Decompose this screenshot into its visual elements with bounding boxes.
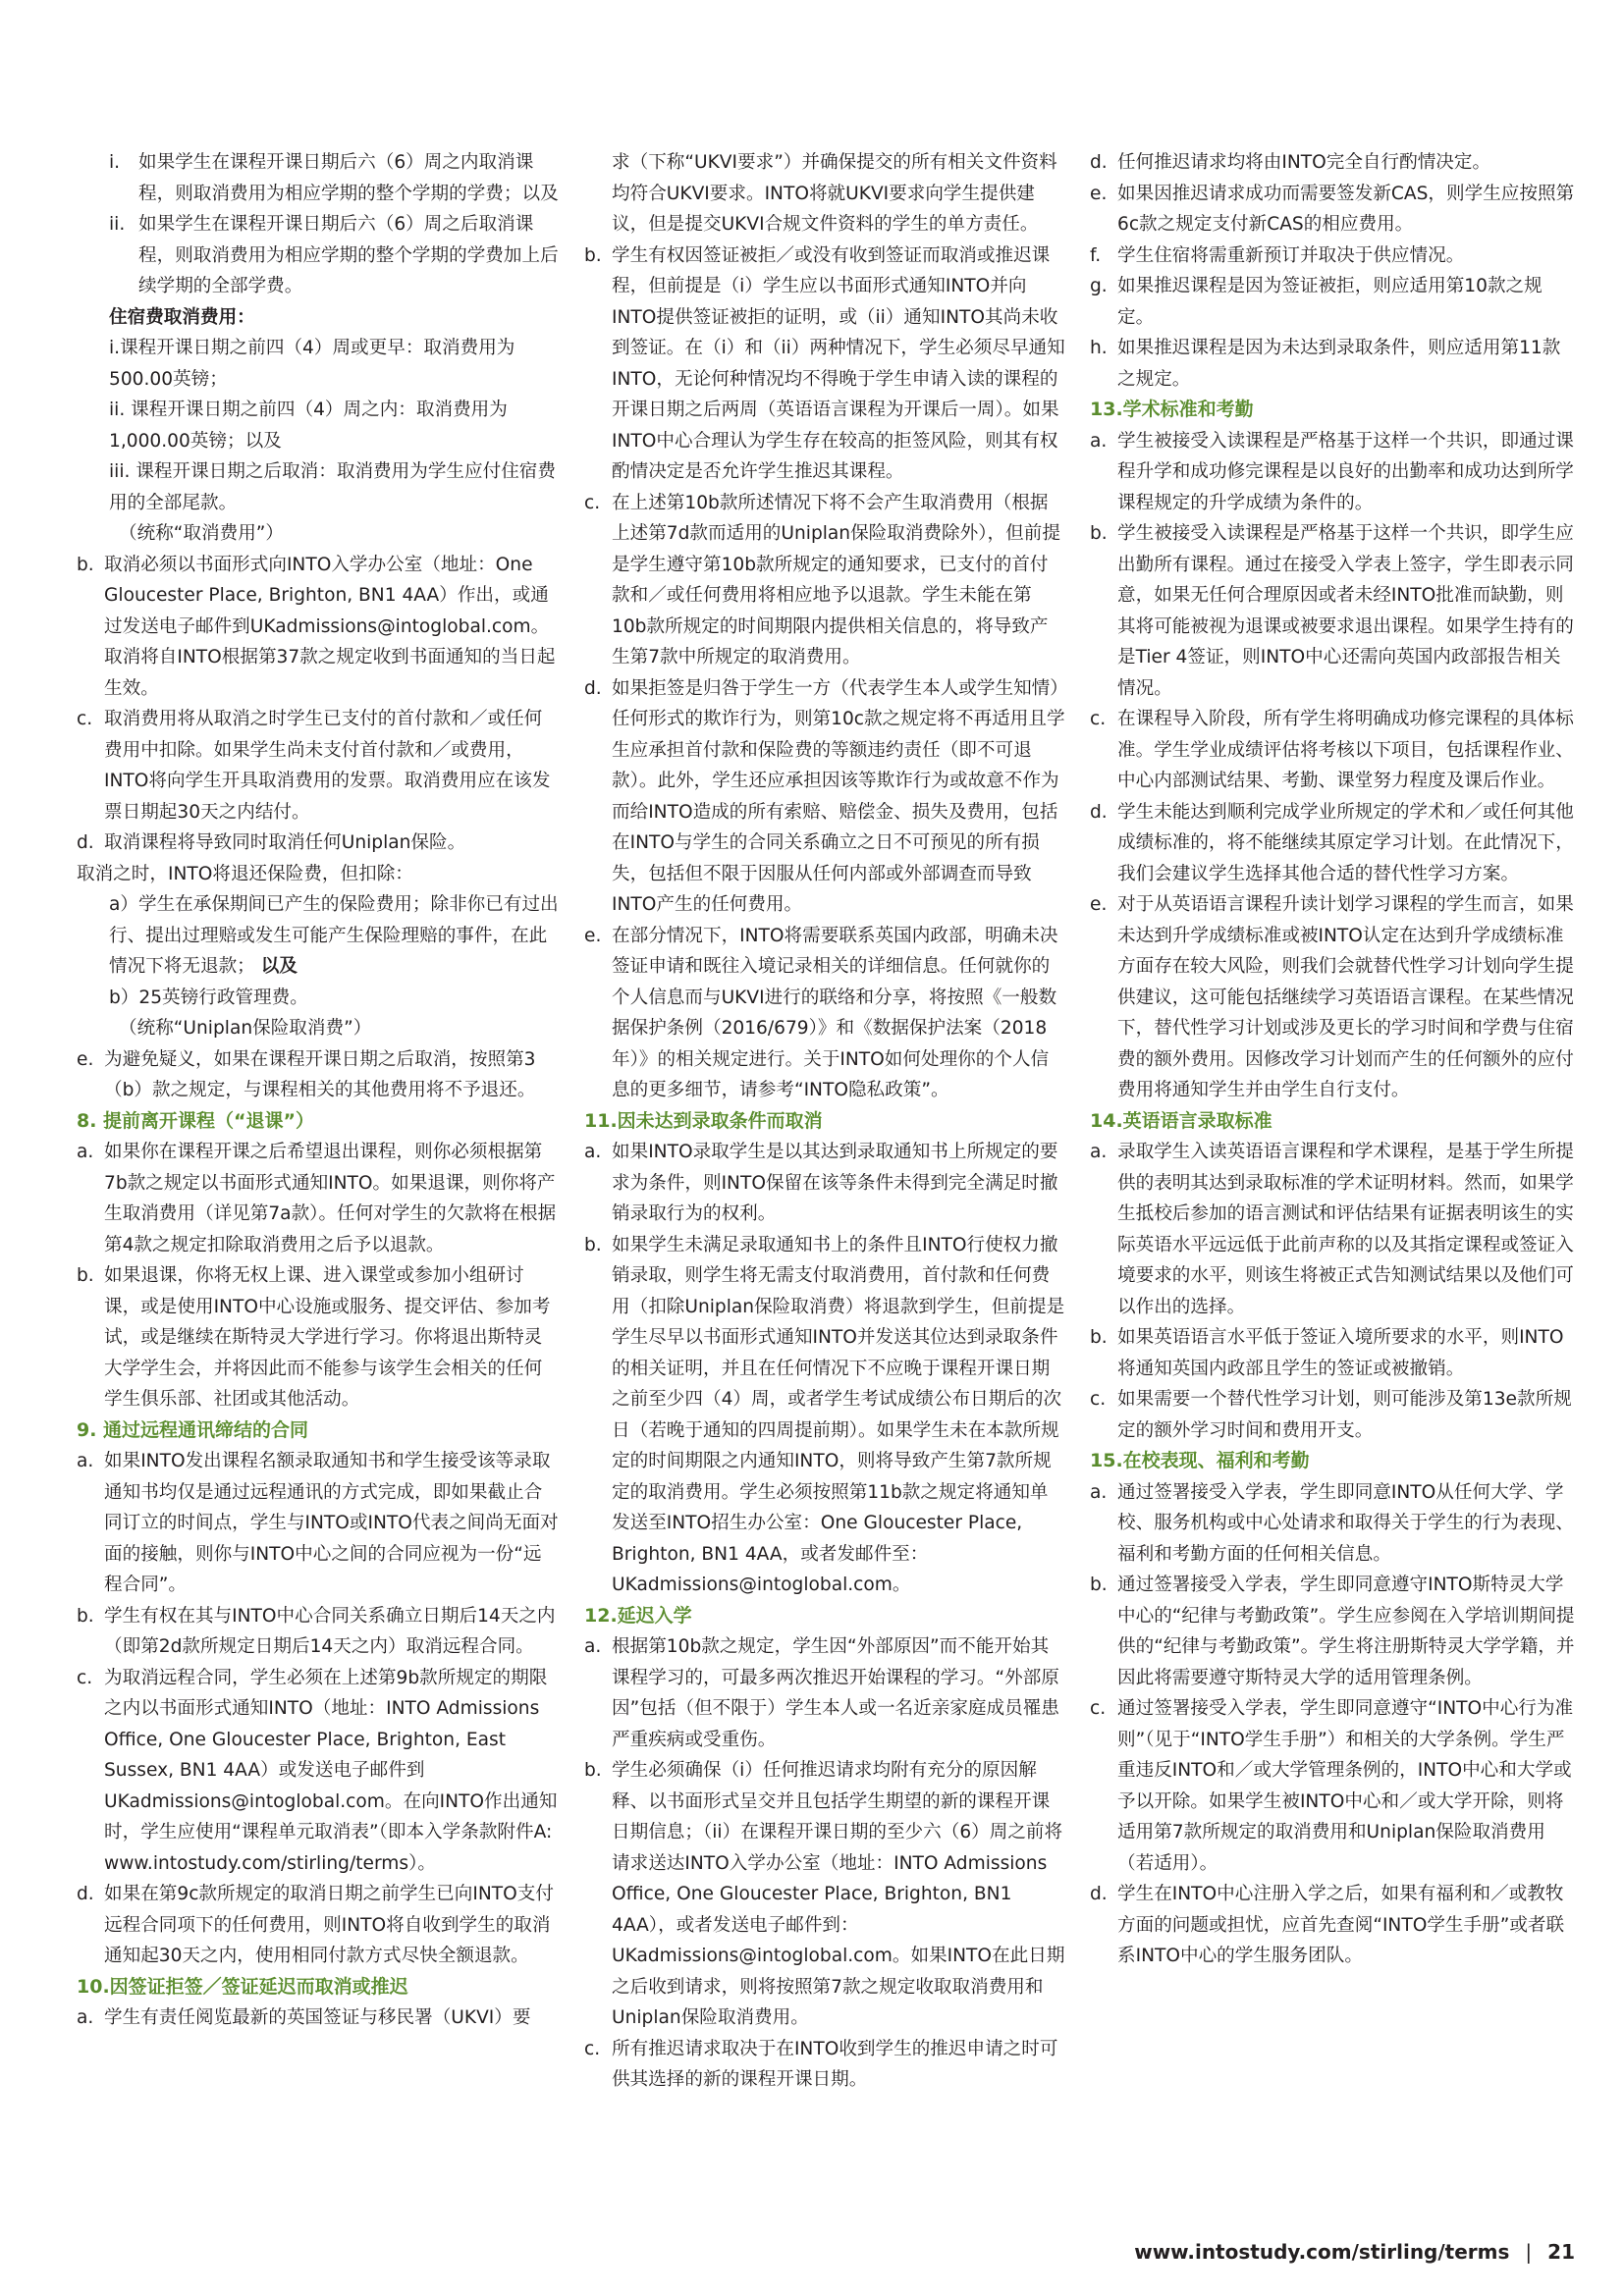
section-heading-8: 8. 提前离开课程（“退课”） xyxy=(77,1109,315,1132)
column-left xyxy=(77,147,560,2034)
section-heading-11: 11.因未达到录取条件而取消 xyxy=(584,1109,823,1132)
list-item: b. 如果学生未满足录取通知书上的条件且INTO行使权力撤销录取，则学生将无需支付取消费用，首付款和任何费用（扣除Uniplan保险取消费）将退款到学生，但前提是学生尽早以书面形式通知INTO并发送其位达到录取条件的相关证明，并且在任何情况下不应晚于课程开课日期之前至少四（4）周，或者学生考试成绩公布日期后的次日（若晚于通知的四周提前期）。如果学生未在本款所规定的时间期限之内通知INTO，则将导致产生第7款所规定的取消费用。学生必须按照第11b款之规定将通知单发送至INTO招生办公室：One Gloucester Place, Brighton, BN1 4AA，或者发邮件至：UKadmissions@intoglobal.com。 xyxy=(584,1234,1065,1595)
section-heading-15: 15.在校表现、福利和考勤 xyxy=(1090,1450,1310,1471)
list-item: b. 取消必须以书面形式向INTO入学办公室（地址：One Gloucester Place, Brighton, BN1 4AA）作出，或通过发送电子邮件到UKadmissions@intoglobal.com。取消将自INTO根据第37款之规定收到书面通知的当日起生效。 xyxy=(77,554,556,699)
accommodation-fee-heading: 住宿费取消费用： xyxy=(109,306,255,328)
list-item: e. 对于从英语语言课程升读计划学习课程的学生而言，如果未达到升学成绩标准或被INTO认定在达到升学成绩标准方面存在较大风险，则我们会就替代性学习计划向学生提供建议，这可能包括继续学习英语语言课程。在某些情况下，替代性学习计划或涉及更长的学习时间和学费与住宿费的额外费用。因修改学习计划而产生的任何额外的应付费用将通知学生并由学生自行支付。 xyxy=(1090,894,1574,1100)
list-item: e. 如果因推迟请求成功而需要签发新CAS，则学生应按照第6c款之规定支付新CAS的相应费用。 xyxy=(1090,183,1575,235)
list-item: c. 通过签署接受入学表，学生即同意遵守“INTO中心行为准则”（见于“INTO学生手册”）和相关的大学条例。学生严重违反INTO和／或大学管理条例的，INTO中心和大学或予以开除。如果学生被INTO中心和／或大学开除，则将适用第7款所规定的取消费用和Uniplan保险取消费用（若适用）。 xyxy=(1090,1698,1574,1874)
footer-separator: | xyxy=(1525,2240,1533,2264)
list-item: iii. 课程开课日期之后取消：取消费用为学生应付住宿费用的全部尾款。 xyxy=(109,461,556,513)
list-item: d. 学生在INTO中心注册入学之后，如果有福利和／或教牧方面的问题或担忧，应首先查阅“INTO学生手册”或者联系INTO中心的学生服务团队。 xyxy=(1090,1884,1565,1966)
list-item: d. 任何推迟请求均将由INTO完全自行酌情决定。 xyxy=(1090,152,1491,173)
section-heading-9: 9. 通过远程通讯缔结的合同 xyxy=(77,1418,309,1441)
list-item: c. 取消费用将从取消之时学生已支付的首付款和／或任何费用中扣除。如果学生尚未支付首付款和／或费用，INTO将向学生开具取消费用的发票。取消费用应在该发票日期起30天之内结付。 xyxy=(77,709,551,823)
list-item: a）学生在承保期间已产生的保险费用；除非你已有过出行、提出过理赔或发生可能产生保险理赔的事件，在此情况下将无退款； 以及 xyxy=(109,894,559,977)
list-item: a. 如果INTO发出课程名额录取通知书和学生接受该等录取通知书均仅是通过远程通讯的方式完成，即如果截止合同订立的时间点，学生与INTO或INTO代表之间尚无面对面的接触，则你与INTO中心之间的合同应视为一份“远程合同”。 xyxy=(77,1451,559,1595)
list-item: c. 在课程导入阶段，所有学生将明确成功修完课程的具体标准。学生学业成绩评估将考核以下项目，包括课程作业、中心内部测试结果、考勤、课堂努力程度及课后作业。 xyxy=(1090,709,1574,791)
list-item: a. 学生有责任阅览最新的英国签证与移民署（UKVI）要 xyxy=(77,2007,531,2028)
list-item: e. 在部分情况下，INTO将需要联系英国内政部，明确未决签证申请和既往入境记录相关的详细信息。任何就你的个人信息而与UKVI进行的联络和分享，将按照《一般数据保护条例（2016/679）》和《数据保护法案（2018年）》的相关规定进行。关于INTO如何处理你的个人信息的更多细节，请参考“INTO隐私政策”。 xyxy=(584,925,1058,1100)
section-heading-13: 13.学术标准和考勤 xyxy=(1090,399,1254,420)
paragraph: 求（下称“UKVI要求”）并确保提交的所有相关文件资料均符合UKVI要求。INTO将就UKVI要求向学生提供建议，但是提交UKVI合规文件资料的学生的单方责任。 xyxy=(612,152,1057,235)
list-item: c. 如果需要一个替代性学习计划，则可能涉及第13e款所规定的额外学习时间和费用开支。 xyxy=(1090,1389,1572,1441)
list-item: d. 如果拒签是归咎于学生一方（代表学生本人或学生知情）任何形式的欺诈行为，则第10c款之规定将不再适用且学生应承担首付款和保险费的等额违约责任（即不可退款）。此外，学生还应承担因该等欺诈行为或故意不作为而给INTO造成的所有索赔、赔偿金、损失及费用，包括在INTO与学生的合同关系确立之日不可预见的所有损失，包括但不限于因服从任何内部或外部调查而导致INTO产生的任何费用。 xyxy=(584,677,1065,915)
list-item: b. 如果英语语言水平低于签证入境所要求的水平，则INTO将通知英国内政部且学生的签证或被撤销。 xyxy=(1090,1327,1564,1379)
list-item: i.课程开课日期之前四（4）周或更早：取消费用为500.00英镑； xyxy=(109,338,515,390)
list-item: c. 所有推迟请求取决于在INTO收到学生的推迟申请之时可供其选择的新的课程开课日期。 xyxy=(584,2038,1058,2090)
column-middle xyxy=(584,147,1065,2096)
list-item: a. 根据第10b款之规定，学生因“外部原因”而不能开始其课程学习的，可最多两次推迟开始课程的学习。“外部原因”包括（但不限于）学生本人或一名近亲家庭成员罹患严重疾病或受重伤。 xyxy=(584,1636,1059,1750)
footer-url[interactable]: www.intostudy.com/stirling/terms xyxy=(1134,2240,1510,2264)
note: （统称“Uniplan保险取消费”） xyxy=(119,1018,372,1039)
list-item: b. 通过签署接受入学表，学生即同意遵守INTO斯特灵大学中心的“纪律与考勤政策”。学生应参阅在入学培训期间提供的“纪律与考勤政策”。学生将注册斯特灵大学学籍，并因此将需要遵守斯特灵大学的适用管理条例。 xyxy=(1090,1575,1575,1688)
list-item: a. 如果INTO录取学生是以其达到录取通知书上所规定的要求为条件，则INTO保留在该等条件未得到完全满足时撤销录取行为的权利。 xyxy=(584,1142,1058,1224)
page-footer xyxy=(1134,2240,1575,2264)
list-item: a. 如果你在课程开课之后希望退出课程，则你必须根据第7b款之规定以书面形式通知INTO。如果退课，则你将产生取消费用（详见第7a款）。任何对学生的欠款将在根据第4款之规定扣除取消费用之后予以退款。 xyxy=(77,1142,557,1255)
list-item: c. 在上述第10b款所述情况下将不会产生取消费用（根据上述第7d款而适用的Uniplan保险取消费除外），但前提是学生遵守第10b款所规定的通知要求，已支付的首付款和／或任何费用将相应地予以退款。学生未能在第10b款所规定的时间期限内提供相关信息的，将导致产生第7款中所规定的取消费用。 xyxy=(584,492,1060,667)
list-item: d. 取消课程将导致同时取消任何Uniplan保险。 xyxy=(77,832,466,853)
note: （统称“取消费用”） xyxy=(119,523,285,544)
page-number: 21 xyxy=(1547,2240,1575,2264)
paragraph: 取消之时，INTO将退还保险费，但扣除： xyxy=(77,863,413,884)
list-item: b）25英镑行政管理费。 xyxy=(109,987,308,1008)
section-heading-10: 10.因签证拒签／签证延迟而取消或推迟 xyxy=(77,1975,408,1998)
list-item: c. 为取消远程合同，学生必须在上述第9b款所规定的期限之内以书面形式通知INTO（地址：INTO Admissions Office, One Gloucester Place, Brighton, East Sussex, BN1 4AA）或发送电子邮件到UKadmissions@intoglobal.com。在向INTO作出通知时，学生应使用“课程单元取消表”（即本入学条款附件A: www.intostudy.com/stirling/terms）。 xyxy=(77,1667,558,1874)
list-item: b. 如果退课，你将无权上课、进入课堂或参加小组研讨课，或是使用INTO中心设施或服务、提交评估、参加考试，或是继续在斯特灵大学进行学习。你将退出斯特灵大学学生会，并将因此而不能参与该学生会相关的任何学生俱乐部、社团或其他活动。 xyxy=(77,1265,551,1410)
list-item: i. 如果学生在课程开课日期后六（6）周之内取消课程，则取消费用为相应学期的整个学期的学费；以及 xyxy=(109,152,559,204)
list-item: b. 学生有权在其与INTO中心合同关系确立日期后14天之内（即第2d款所规定日期后14天之内）取消远程合同。 xyxy=(77,1605,556,1657)
list-item: e. 为避免疑义，如果在课程开课日期之后取消，按照第3（b）款之规定，与课程相关的其他费用将不予退还。 xyxy=(77,1048,536,1100)
list-item: ii. 如果学生在课程开课日期后六（6）周之后取消课程，则取消费用为相应学期的整个学期的学费加上后续学期的全部学费。 xyxy=(109,214,559,296)
section-heading-14: 14.英语语言录取标准 xyxy=(1090,1109,1272,1132)
list-item: a. 通过签署接受入学表，学生即同意INTO从任何大学、学校、服务机构或中心处请求和取得关于学生的行为表现、福利和考勤方面的任何相关信息。 xyxy=(1090,1481,1574,1565)
list-item: d. 如果在第9c款所规定的取消日期之前学生已向INTO支付远程合同项下的任何费用，则INTO将自收到学生的取消通知起30天之内，使用相同付款方式尽快全额退款。 xyxy=(77,1884,554,1966)
list-item: b. 学生被接受入读课程是严格基于这样一个共识，即学生应出勤所有课程。通过在接受入学表上签字，学生即表示同意，如果无任何合理原因或者未经INTO批准而缺勤，则其将可能被视为退课或被要求退出课程。如果学生持有的是Tier 4签证，则INTO中心还需向英国内政部报告相关情况。 xyxy=(1090,523,1574,699)
column-right xyxy=(1090,147,1575,1972)
section-heading-12: 12.延迟入学 xyxy=(584,1604,692,1627)
list-item: b. 学生有权因签证被拒／或没有收到签证而取消或推迟课程，但前提是（i）学生应以书面形式通知INTO并向INTO提供签证被拒的证明，或（ii）通知INTO其尚未收到签证。在（i）和（ii）两种情况下，学生必须尽早通知INTO，无论何种情况均不得晚于学生申请入读的课程的开课日期之后两周（英语语言课程为开课后一周）。如果INTO中心合理认为学生存在较高的拒签风险，则其有权酌情决定是否允许学生推迟其课程。 xyxy=(584,244,1065,482)
list-item: ii. 课程开课日期之前四（4）周之内：取消费用为1,000.00英镑；以及 xyxy=(109,400,508,452)
list-item: g. 如果推迟课程是因为签证被拒，则应适用第10款之规定。 xyxy=(1090,276,1543,328)
list-item: a. 学生被接受入读课程是严格基于这样一个共识，即通过课程升学和成功修完课程是以良好的出勤率和成功达到所学课程规定的升学成绩为条件的。 xyxy=(1090,430,1574,513)
list-item: b. 学生必须确保（i）任何推迟请求均附有充分的原因解释、以书面形式呈交并且包括学生期望的新的课程开课日期信息；（ii）在课程开课日期的至少六（6）周之前将请求送达INTO入学办公室（地址：INTO Admissions Office, One Gloucester Place, Brighton, BN1 4AA），或者发送电子邮件到：UKadmissions@intoglobal.com。如果INTO在此日期之后收到请求，则将按照第7款之规定收取取消费用和Uniplan保险取消费用。 xyxy=(584,1760,1065,2028)
list-item: h. 如果推迟课程是因为未达到录取条件，则应适用第11款之规定。 xyxy=(1090,338,1561,390)
list-item: d. 学生未能达到顺利完成学业所规定的学术和／或任何其他成绩标准的，将不能继续其原定学习计划。在此情况下，我们会建议学生选择其他合适的替代性学习方案。 xyxy=(1090,801,1574,884)
list-item: a. 录取学生入读英语语言课程和学术课程，是基于学生所提供的表明其达到录取标准的学术证明材料。然而，如果学生抵校后参加的语言测试和评估结果有证据表明该生的实际英语水平远远低于此前声称的以及其指定课程或签证入境要求的水平，则该生将被正式告知测试结果以及他们可以作出的选择。 xyxy=(1090,1142,1574,1317)
list-item: f. 学生住宿将需重新预订并取决于供应情况。 xyxy=(1090,244,1465,266)
